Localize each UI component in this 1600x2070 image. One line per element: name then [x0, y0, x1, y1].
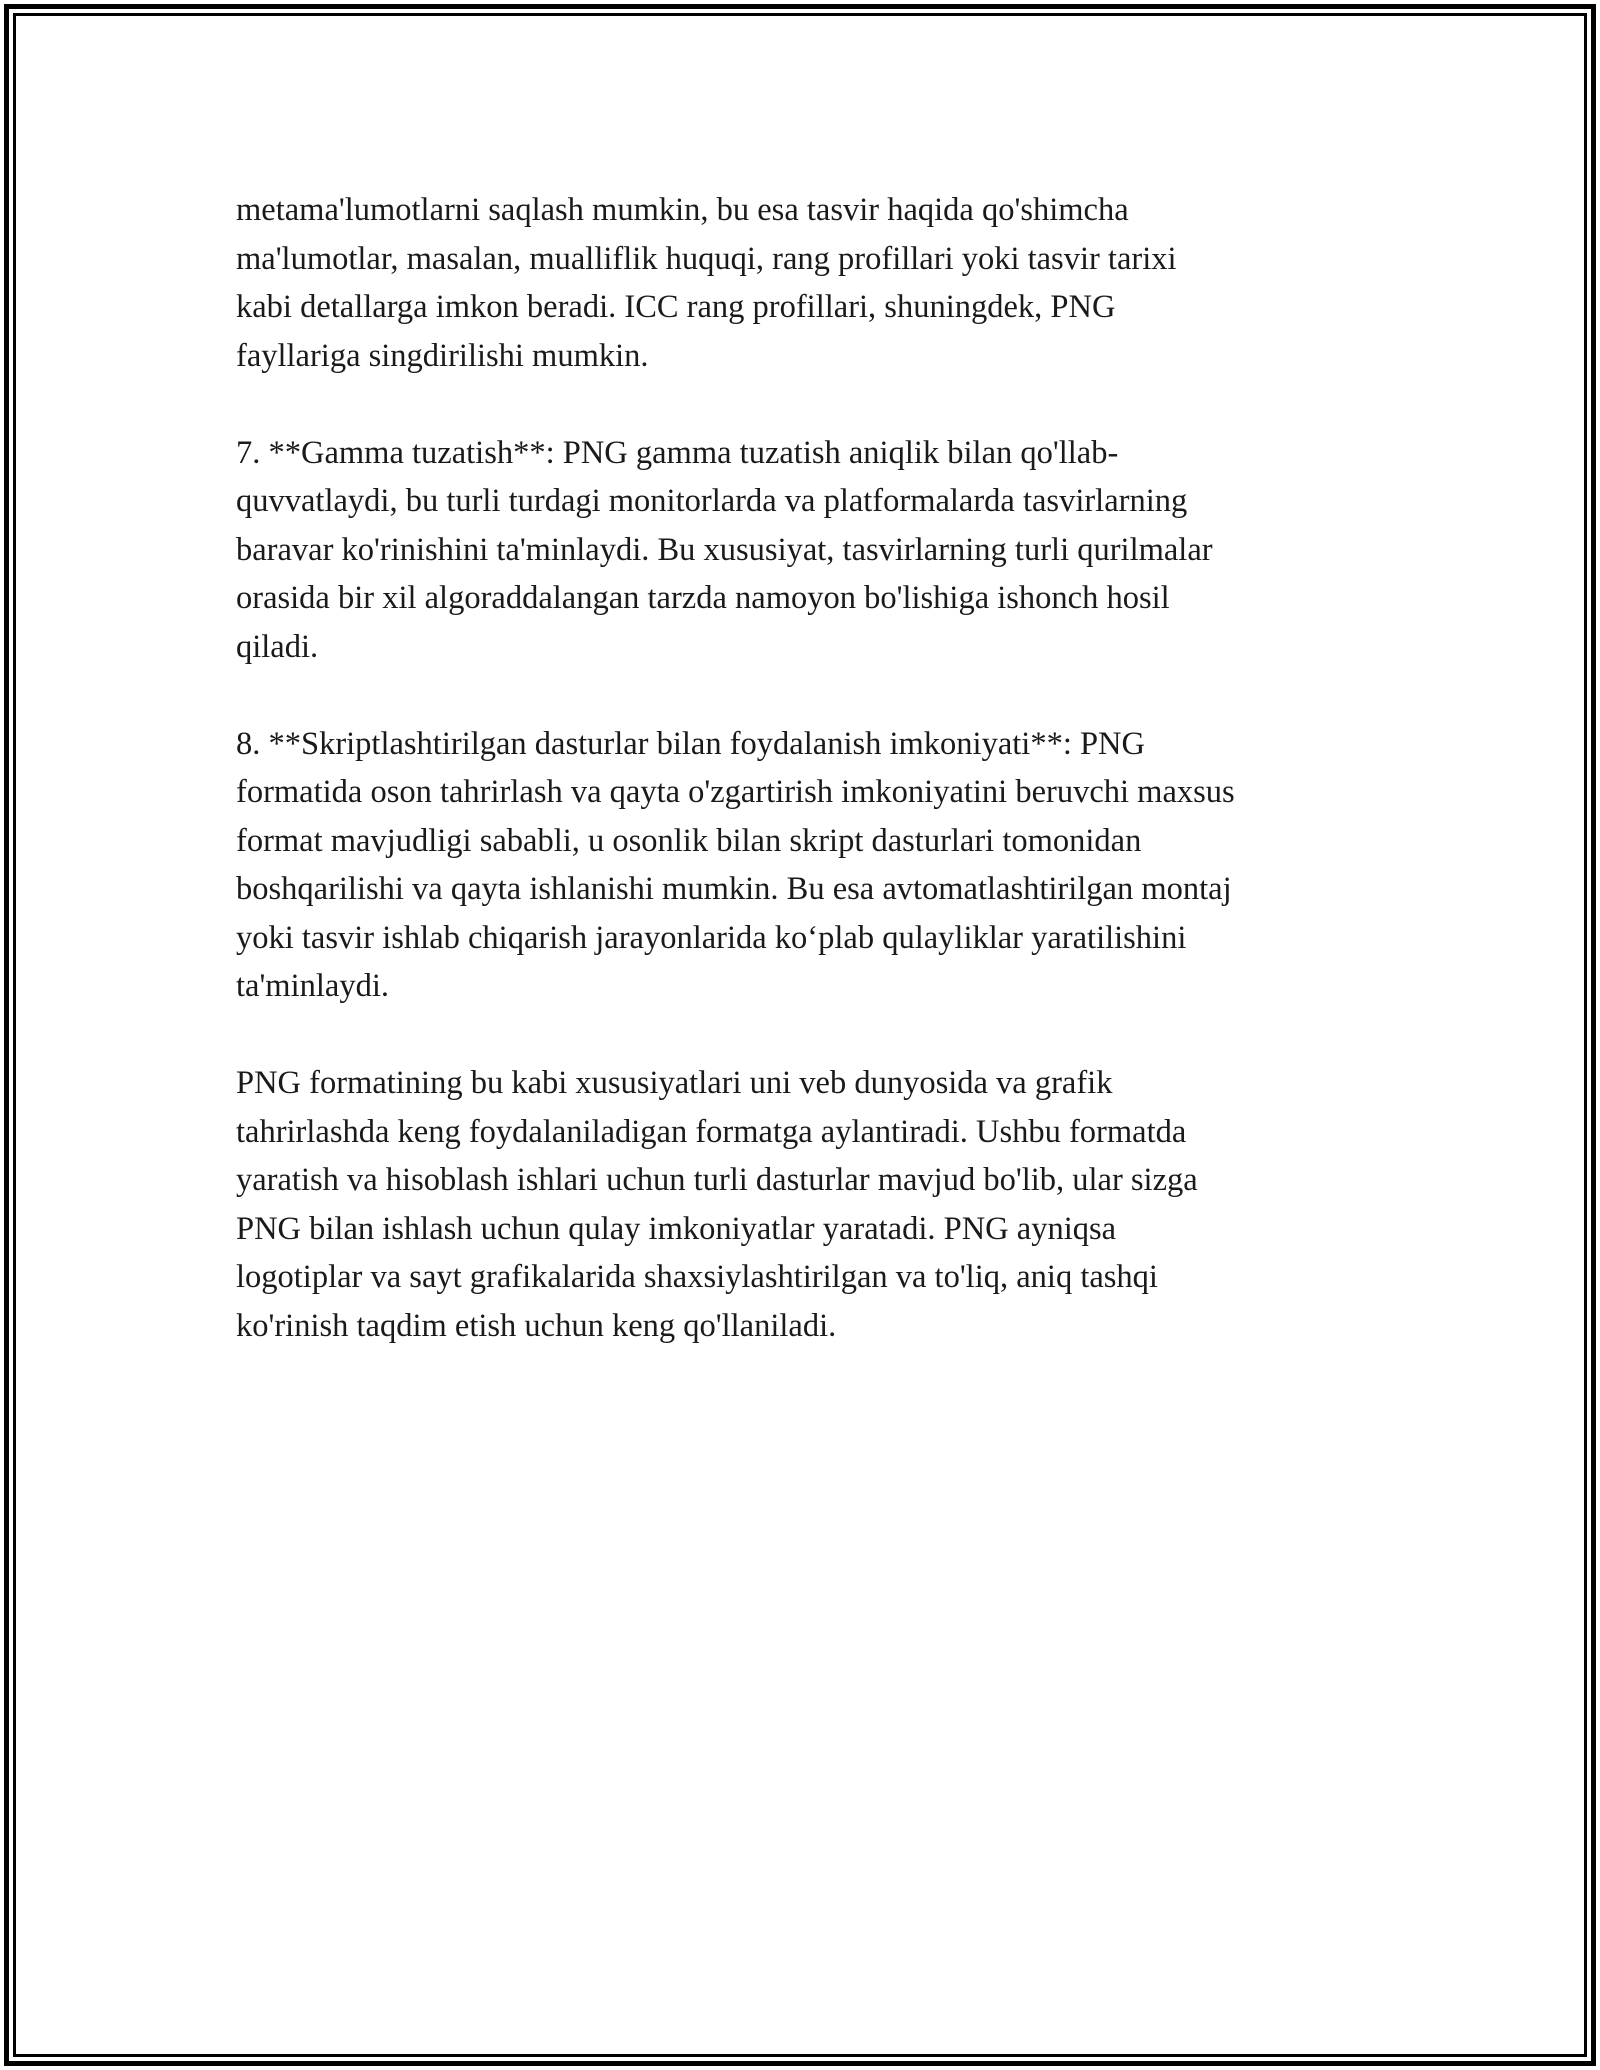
paragraph-gamma-correction: 7. **Gamma tuzatish**: PNG gamma tuzatish aniqlik bilan qo'llab- quvvatlaydi, bu turli turdagi monitorlarda va platformalarda tasvirlarning baravar ko'rinishini ta'minlaydi. Bu xususiyat, tasvirlarning turli qurilmalar orasida bir xil algoraddalangan tarzda namoyon bo'lishiga ishonch hosil qiladi.: [236, 434, 1213, 665]
paragraph-metadata: metama'lumotlarni saqlash mumkin, bu esa tasvir haqida qo'shimcha ma'lumotlar, masalan, mualliflik huquqi, rang profillari yoki tasvir tarixi kabi detallarga imkon beradi. ICC rang profillari, shuningdek, PNG fayllariga singdirilishi mumkin.: [236, 192, 1177, 374]
paragraph-scripting: 8. **Skriptlashtirilgan dasturlar bilan foydalanish imkoniyati**: PNG formatida oson tahrirlash va qayta o'zgartirish imkoniyatini beruvchi maxsus format mavjudligi sababli, u osonlik bilan skript dasturlari tomonidan boshqarilishi va qayta ishlanishi mumkin. Bu esa avtomatlashtirilgan montaj yoki tasvir ishlab chiqarish jarayonlarida ko‘plab qulayliklar yaratilishini ta'minlaydi.: [236, 725, 1235, 1004]
paragraph-conclusion: PNG formatining bu kabi xususiyatlari uni veb dunyosida va grafik tahrirlashda keng foydalaniladigan formatga aylantiradi. Ushbu formatda yaratish va hisoblash ishlari uchun turli dasturlar mavjud bo'lib, ular sizga PNG bilan ishlash uchun qulay imkoniyatlar yaratadi. PNG ayniqsa logotiplar va sayt grafikalarida shaxsiylashtirilgan va to'liq, aniq tashqi ko'rinish taqdim etish uchun keng qo'llaniladi.: [236, 1065, 1198, 1344]
document-body: [236, 186, 1376, 1399]
